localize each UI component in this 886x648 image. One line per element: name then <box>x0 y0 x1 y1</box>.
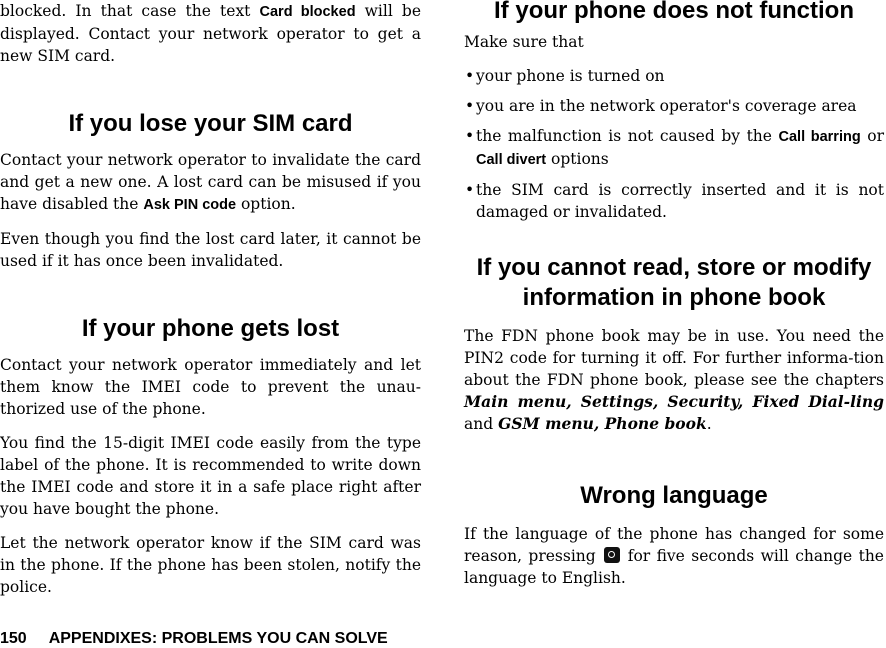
heading-phone-book: If you cannot read, store or modify information in phone book <box>476 254 872 311</box>
option-call-barring: Call barring <box>778 129 861 145</box>
paragraph-notify-police: Let the network operator know if the SIM card was in the phone. If the phone has been stolen, notify the police. <box>0 534 421 596</box>
page-footer <box>0 630 388 648</box>
paragraph-fdn: The FDN phone book may be in use. You need the PIN2 code for turning it off. For further informa-tion about the FDN phone book, please see the chapters Main menu, Settings, Security, Fixed Dial-ling and GSM menu, Phone book. <box>464 327 884 433</box>
bullet-coverage: • you are in the network operator's coverage area <box>464 95 884 117</box>
bullet-call-options: • the malfunction is not caused by the Call barring or Call divert options <box>464 125 884 171</box>
heading-phone-not-function: If your phone does not function <box>494 0 854 24</box>
bullet-sim-inserted: • the SIM card is correctly inserted and it is not damaged or invalidated. <box>464 179 884 223</box>
paragraph-make-sure: Make sure that <box>464 33 584 51</box>
page-number: 150 <box>0 630 27 647</box>
right-column <box>464 0 884 589</box>
paragraph-language: If the language of the phone has changed for some reason, pressing for five seconds will change the language to English. <box>464 525 884 587</box>
option-ask-pin-code: Ask PIN code <box>143 197 237 213</box>
paragraph-invalidate: Contact your network operator to invalidate the card and get a new one. A lost card can be misused if you have disabled the Ask PIN code option. <box>0 151 421 213</box>
display-text-card-blocked: Card blocked <box>259 4 356 20</box>
paragraph-found-later: Even though you find the lost card later, it cannot be used if it has once been invalidated. <box>0 230 421 270</box>
paragraph-imei-location: You find the 15-digit IMEI code easily from the type label of the phone. It is recommended to write down the IMEI code and store it in a safe place right after you have bought the phone. <box>0 434 421 518</box>
left-column <box>0 0 421 598</box>
ref-fixed-dialling: Main menu, Settings, Security, Fixed Dial-ling <box>464 392 884 411</box>
menu-key-icon <box>604 547 620 563</box>
bullet-turned-on: • your phone is turned on <box>464 65 884 87</box>
heading-lose-sim: If you lose your SIM card <box>68 110 353 137</box>
paragraph-imei-contact: Contact your network operator immediately and let them know the IMEI code to prevent the unau-thorized use of the phone. <box>0 356 421 418</box>
ref-phone-book: GSM menu, Phone book <box>498 414 707 433</box>
section-title: APPENDIXES: PROBLEMS YOU CAN SOLVE <box>48 630 388 647</box>
heading-wrong-language: Wrong language <box>580 482 768 509</box>
option-call-divert: Call divert <box>476 152 547 168</box>
paragraph-card-blocked: blocked. In that case the text Card blocked will be displayed. Contact your network operator to get a new SIM card. <box>0 2 422 65</box>
heading-phone-lost: If your phone gets lost <box>81 315 340 342</box>
